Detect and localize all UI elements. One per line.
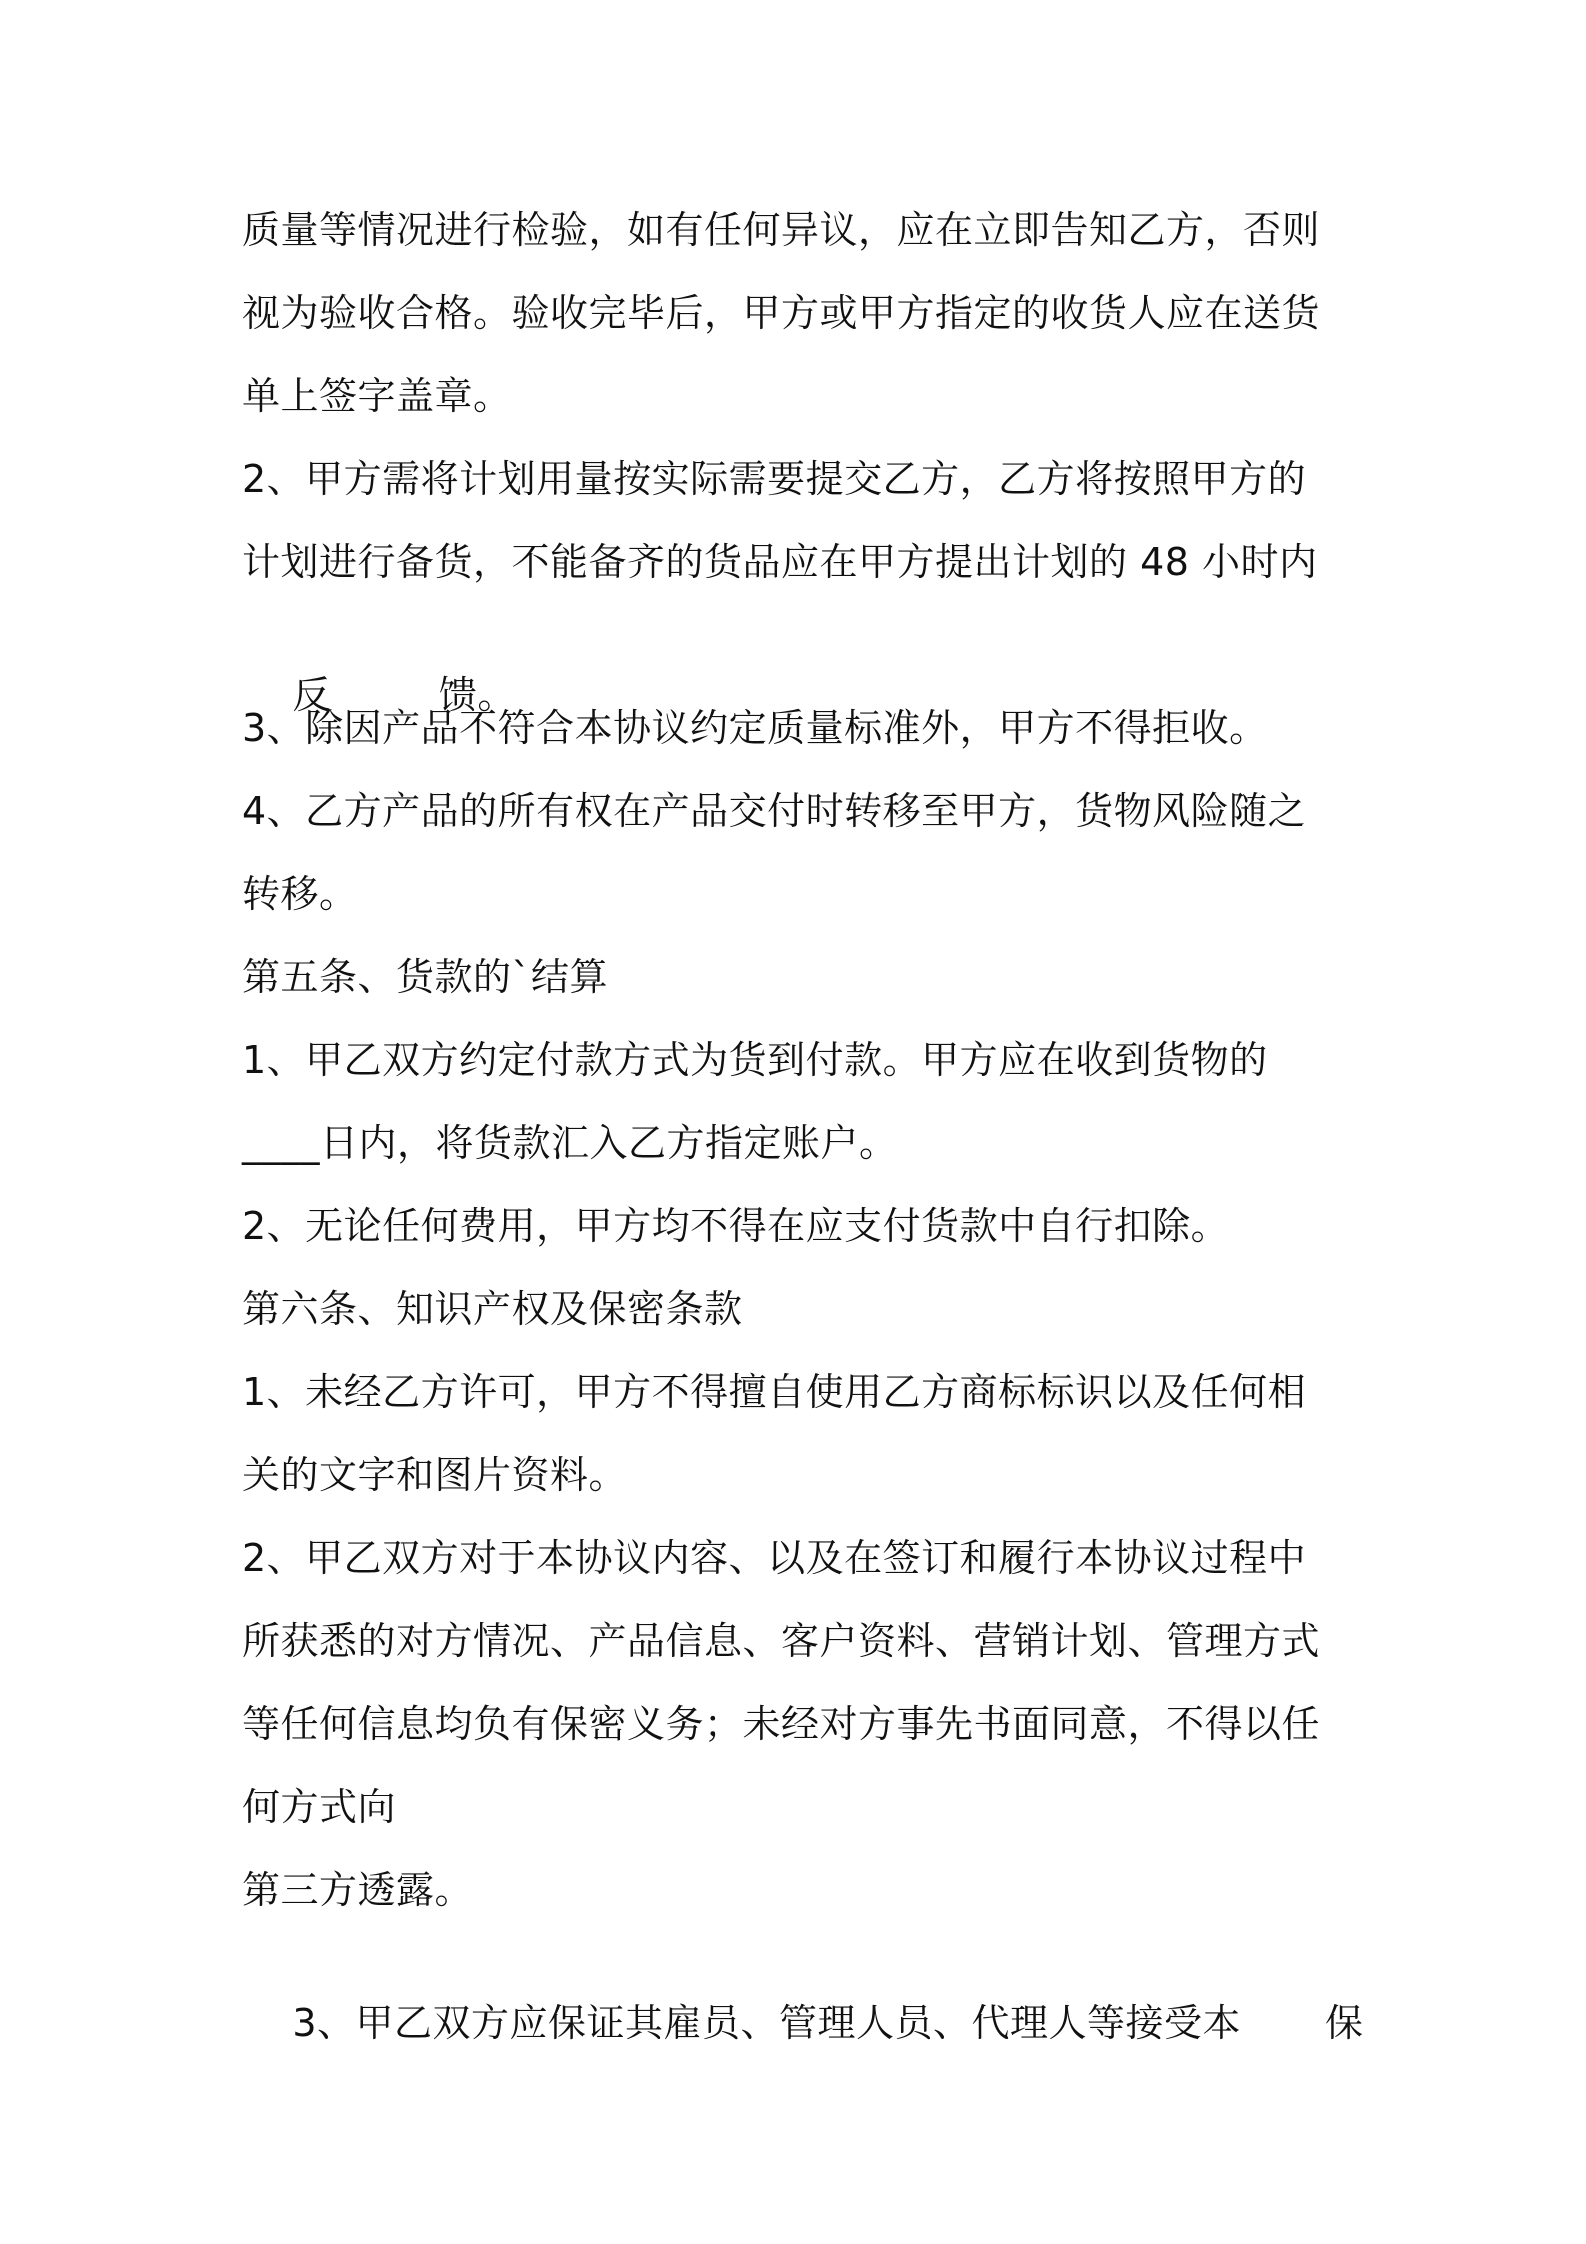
section-heading: 第五条、货款的`结算: [242, 955, 609, 999]
split-word-start: 反: [292, 673, 331, 717]
paragraph-line: 何方式向: [242, 1785, 397, 1829]
paragraph-line: 3、除因产品不符合本协议约定质量标准外，甲方不得拒收。: [242, 706, 1268, 750]
paragraph-line: 视为验收合格。验收完毕后，甲方或甲方指定的收货人应在送货: [242, 291, 1321, 335]
paragraph-line: 1、未经乙方许可，甲方不得擅自使用乙方商标标识以及任何相: [242, 1370, 1307, 1414]
paragraph-line-split: [242, 1948, 1362, 2098]
paragraph-line: 2、无论任何费用，甲方均不得在应支付货款中自行扣除。: [242, 1204, 1230, 1248]
paragraph-line: 第三方透露。: [242, 1868, 474, 1912]
paragraph-line: 所获悉的对方情况、产品信息、客户资料、营销计划、管理方式: [242, 1619, 1321, 1663]
paragraph-line: 关的文字和图片资料。: [242, 1453, 628, 1497]
paragraph-line: 4、乙方产品的所有权在产品交付时转移至甲方，货物风险随之: [242, 789, 1307, 833]
paragraph-line: 计划进行备货，不能备齐的货品应在甲方提出计划的 48 小时内: [242, 540, 1318, 584]
split-word-start: 3、甲乙双方应保证其雇员、管理人员、代理人等接受本: [292, 2001, 1242, 2045]
paragraph-line: 等任何信息均负有保密义务；未经对方事先书面同意，不得以任: [242, 1702, 1321, 1746]
split-word-end: 保: [1325, 2001, 1364, 2045]
paragraph-line: ____日内，将货款汇入乙方指定账户。: [242, 1121, 898, 1165]
paragraph-line: 转移。: [242, 872, 358, 916]
paragraph-line: 2、甲方需将计划用量按实际需要提交乙方，乙方将按照甲方的: [242, 457, 1307, 501]
section-heading: 第六条、知识产权及保密条款: [242, 1287, 743, 1331]
paragraph-line: 1、甲乙双方约定付款方式为货到付款。甲方应在收到货物的: [242, 1038, 1268, 1082]
paragraph-line: 质量等情况进行检验，如有任何异议，应在立即告知乙方，否则: [242, 208, 1321, 252]
paragraph-line: 2、甲乙双方对于本协议内容、以及在签订和履行本协议过程中: [242, 1536, 1307, 1580]
paragraph-line: 单上签字盖章。: [242, 374, 512, 418]
split-word-end: 馈。: [438, 673, 516, 717]
